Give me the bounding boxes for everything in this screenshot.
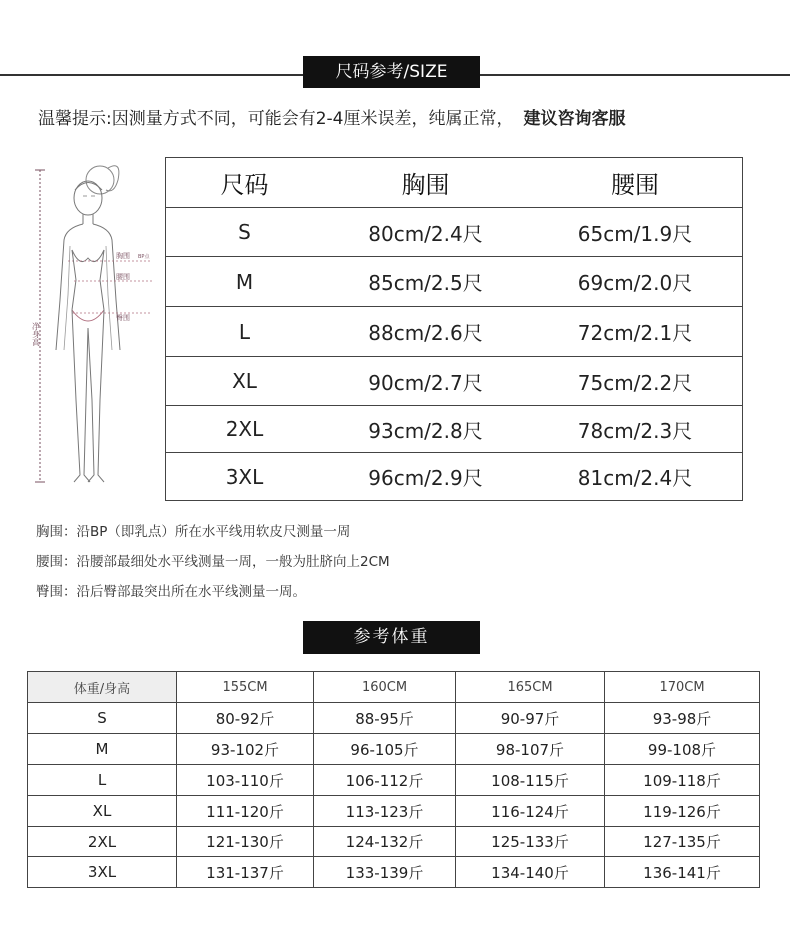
weight-cell: 119-126斤 bbox=[643, 802, 721, 821]
tip-main: 温馨提示:因测量方式不同，可能会有2-4厘米误差，纯属正常， bbox=[38, 109, 514, 129]
tip-bold: 建议咨询客服 bbox=[523, 109, 626, 129]
size-banner: 尺码参考/SIZE bbox=[303, 56, 480, 88]
weight-cell: 125-133斤 bbox=[456, 827, 605, 856]
weight-size-cell: XL bbox=[28, 796, 177, 826]
weight-size-cell: M bbox=[28, 734, 177, 764]
weight-row-3xl bbox=[28, 857, 759, 887]
weight-size-cell: 3XL bbox=[28, 857, 177, 887]
weight-cell: 93-98斤 bbox=[652, 709, 712, 728]
weight-header-165: 165CM bbox=[456, 672, 605, 702]
weight-cell: 109-118斤 bbox=[643, 771, 721, 790]
weight-header-155: 155CM bbox=[177, 672, 314, 702]
waist-cell: 75cm/2.2尺 bbox=[577, 370, 693, 395]
weight-cell: 133-139斤 bbox=[314, 857, 456, 887]
height-label: 净身高 bbox=[31, 322, 41, 346]
waist-label: 腰围 bbox=[116, 273, 130, 281]
waist-cell: 69cm/2.0尺 bbox=[577, 271, 693, 295]
weight-cell: 136-141斤 bbox=[643, 863, 721, 882]
tip-text bbox=[38, 104, 626, 129]
waist-cell: 78cm/2.3尺 bbox=[577, 418, 693, 443]
weight-cell: 93-102斤 bbox=[177, 734, 314, 764]
size-row-l bbox=[166, 307, 742, 357]
bust-cell: 85cm/2.5尺 bbox=[368, 271, 483, 295]
weight-table-header bbox=[28, 672, 759, 703]
note-waist: 腰围：沿腰部最细处水平线测量一周，一般为肚脐向上2CM bbox=[36, 554, 390, 570]
weight-cell: 106-112斤 bbox=[314, 765, 456, 795]
size-cell: M bbox=[235, 269, 254, 294]
weight-header-label: 体重/身高 bbox=[28, 672, 177, 702]
weight-cell: 90-97斤 bbox=[456, 703, 605, 733]
weight-table bbox=[27, 671, 760, 888]
weight-cell: 103-110斤 bbox=[177, 765, 314, 795]
waist-cell: 81cm/2.4尺 bbox=[577, 466, 693, 490]
bp-label: BP点 bbox=[138, 254, 150, 260]
weight-cell: 108-115斤 bbox=[456, 765, 605, 795]
weight-row-l bbox=[28, 765, 759, 796]
weight-row-2xl bbox=[28, 827, 759, 857]
waist-cell: 72cm/2.1尺 bbox=[577, 321, 693, 345]
size-header-waist: 腰围 bbox=[611, 171, 659, 199]
weight-size-cell: L bbox=[28, 765, 177, 795]
weight-size-cell: 2XL bbox=[28, 827, 177, 856]
weight-header-160: 160CM bbox=[314, 672, 456, 702]
size-cell: L bbox=[238, 319, 251, 344]
size-table-header bbox=[166, 158, 742, 208]
weight-cell: 111-120斤 bbox=[177, 796, 314, 826]
size-header-bust: 胸围 bbox=[401, 171, 450, 199]
weight-cell: 127-135斤 bbox=[643, 833, 721, 851]
size-row-m bbox=[166, 257, 742, 307]
waist-cell: 65cm/1.9尺 bbox=[577, 221, 693, 246]
weight-cell: 131-137斤 bbox=[177, 857, 314, 887]
weight-cell: 80-92斤 bbox=[177, 703, 314, 733]
bust-cell: 93cm/2.8尺 bbox=[368, 418, 483, 443]
bust-label: 胸围 bbox=[116, 252, 130, 260]
weight-cell: 99-108斤 bbox=[647, 740, 717, 759]
bust-cell: 96cm/2.9尺 bbox=[368, 466, 483, 490]
size-cell: 3XL bbox=[225, 464, 264, 489]
size-cell: 2XL bbox=[225, 417, 264, 441]
weight-row-xl bbox=[28, 796, 759, 827]
body-figure bbox=[30, 150, 165, 495]
size-cell: XL bbox=[232, 369, 257, 393]
weight-cell: 134-140斤 bbox=[456, 857, 605, 887]
size-header-size: 尺码 bbox=[220, 171, 269, 199]
body-figure-illustration bbox=[30, 150, 165, 495]
weight-cell: 98-107斤 bbox=[456, 734, 605, 764]
note-bust: 胸围：沿BP（即乳点）所在水平线用软皮尺测量一周 bbox=[36, 524, 351, 540]
size-cell: S bbox=[238, 220, 251, 244]
size-row-2xl bbox=[166, 406, 742, 453]
weight-cell: 96-105斤 bbox=[314, 734, 456, 764]
weight-banner: 参考体重 bbox=[303, 621, 480, 654]
size-table bbox=[165, 157, 743, 501]
size-row-3xl bbox=[166, 453, 742, 500]
size-row-xl bbox=[166, 357, 742, 406]
measurement-notes bbox=[36, 517, 390, 607]
weight-cell: 121-130斤 bbox=[177, 827, 314, 856]
weight-cell: 113-123斤 bbox=[314, 796, 456, 826]
bust-cell: 90cm/2.7尺 bbox=[368, 370, 483, 395]
weight-header-170: 170CM bbox=[659, 679, 705, 695]
bust-cell: 80cm/2.4尺 bbox=[368, 221, 483, 246]
weight-row-m bbox=[28, 734, 759, 765]
weight-row-s bbox=[28, 703, 759, 734]
weight-cell: 116-124斤 bbox=[456, 796, 605, 826]
bust-cell: 88cm/2.6尺 bbox=[368, 321, 483, 345]
note-hip: 臀围：沿后臀部最突出所在水平线测量一周。 bbox=[36, 584, 306, 600]
weight-size-cell: S bbox=[28, 703, 177, 733]
size-row-s bbox=[166, 208, 742, 257]
weight-cell: 124-132斤 bbox=[314, 827, 456, 856]
weight-cell: 88-95斤 bbox=[314, 703, 456, 733]
hip-label: 臀围 bbox=[116, 314, 130, 322]
